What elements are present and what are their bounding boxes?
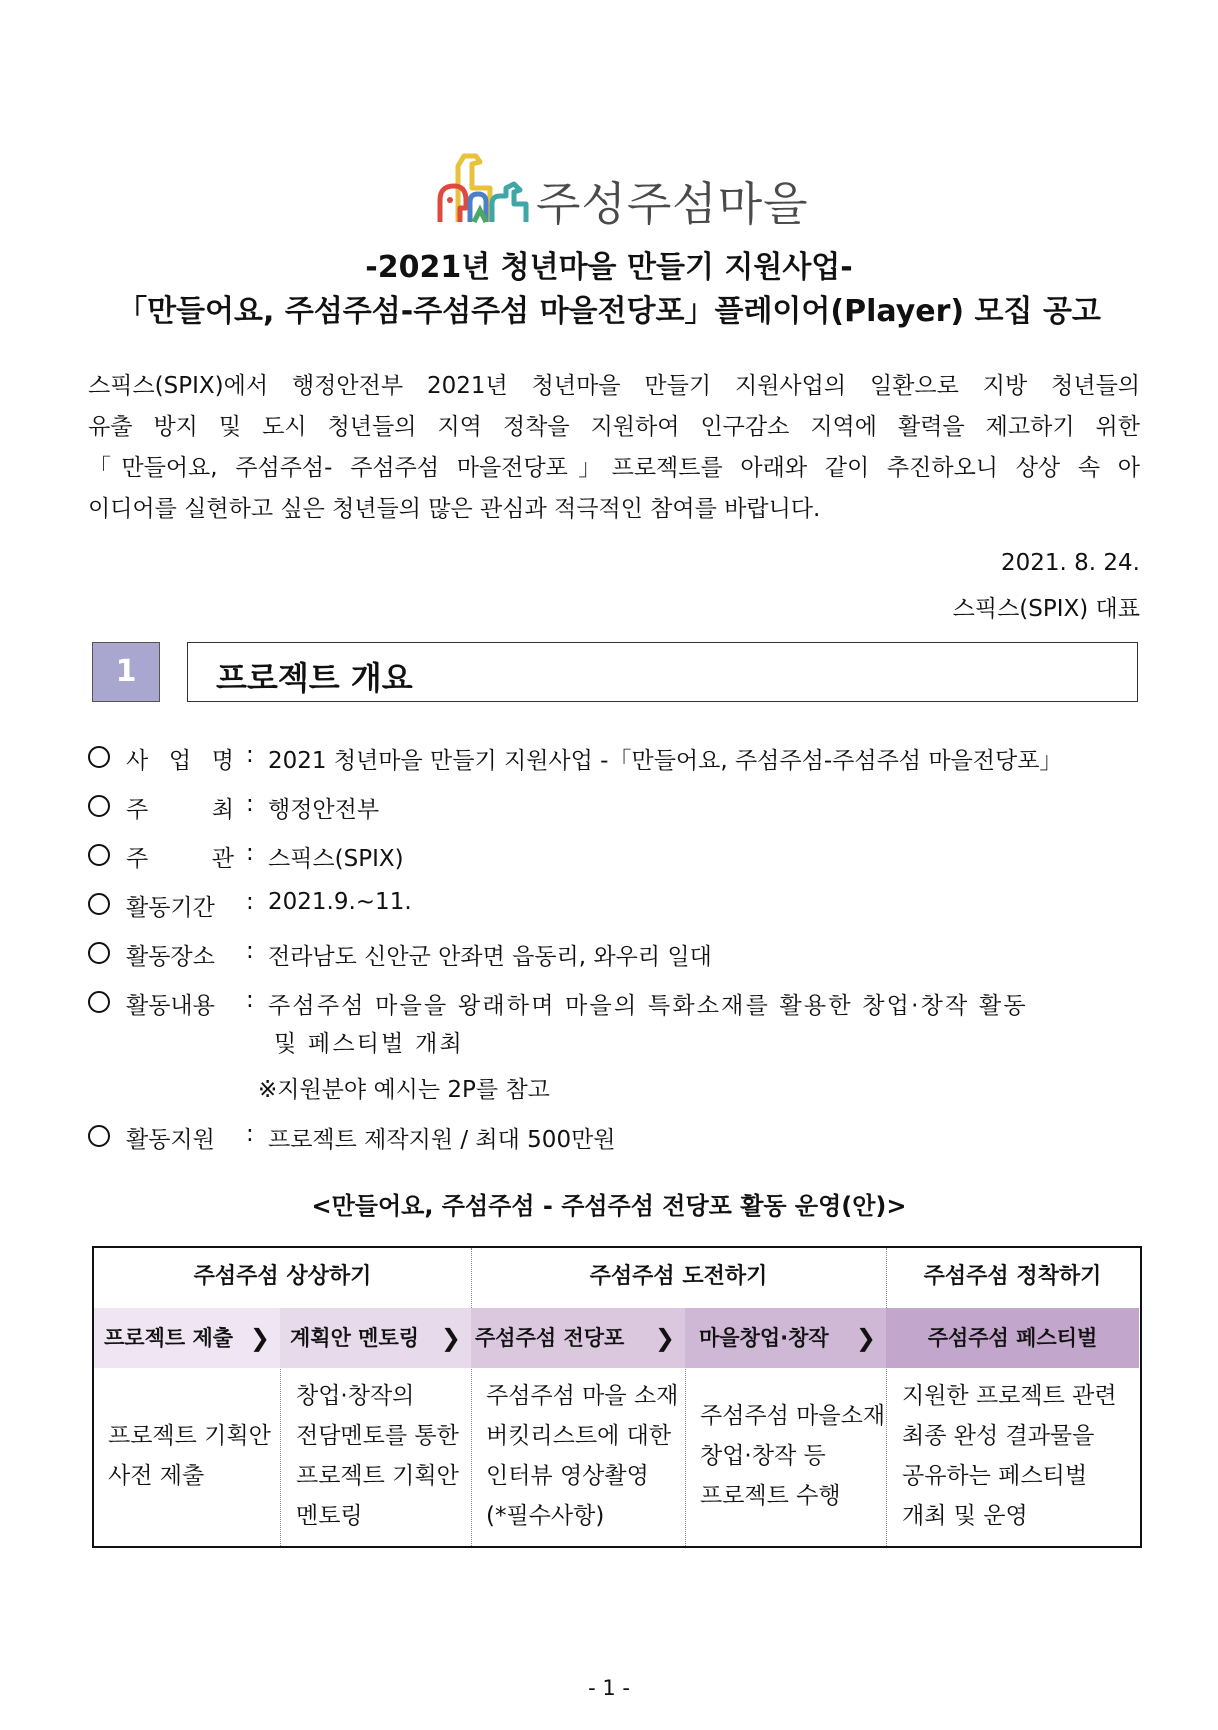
desc-line: 버킷리스트에 대한 bbox=[486, 1423, 672, 1449]
stage-pawnshop bbox=[471, 1308, 685, 1368]
item-colon: : bbox=[246, 1121, 254, 1147]
stage-description bbox=[700, 1396, 885, 1516]
stage-description bbox=[902, 1376, 1117, 1536]
signature: 스픽스(SPIX) 대표 bbox=[952, 596, 1140, 622]
item-colon: : bbox=[246, 742, 254, 768]
intro-line: 스픽스(SPIX)에서 행정안전부 2021년 청년마을 만들기 지원사업의 일환으로 지방 청년들의 bbox=[88, 373, 1140, 399]
stage-label: 주섬주섬 전당포 bbox=[475, 1326, 625, 1350]
phase-divider bbox=[886, 1248, 887, 1546]
stage-label: 계획안 멘토링 bbox=[290, 1326, 420, 1350]
operation-table bbox=[92, 1246, 1142, 1548]
circle-bullet-icon bbox=[88, 991, 110, 1013]
section-number: 1 bbox=[92, 642, 160, 702]
chevron-right-icon: ❯ bbox=[440, 1324, 461, 1352]
desc-line: 공유하는 페스티벌 bbox=[902, 1463, 1088, 1489]
overview-list bbox=[88, 738, 1138, 1166]
item-colon: : bbox=[246, 889, 254, 915]
section-title: 프로젝트 개요 bbox=[216, 659, 413, 697]
circle-bullet-icon bbox=[88, 844, 110, 866]
list-item bbox=[88, 738, 1138, 787]
circle-bullet-icon bbox=[88, 746, 110, 768]
village-logo bbox=[436, 144, 809, 231]
item-note: ※지원분야 예시는 2P를 참고 bbox=[258, 1077, 550, 1103]
chevron-right-icon: ❯ bbox=[855, 1324, 876, 1352]
village-animals-icon bbox=[436, 144, 536, 230]
phase-challenge: 주섬주섬 도전하기 bbox=[589, 1264, 768, 1289]
stage-festival bbox=[886, 1308, 1139, 1368]
list-item bbox=[88, 885, 1138, 934]
list-item-continuation bbox=[88, 1025, 1138, 1071]
item-colon: : bbox=[246, 840, 254, 866]
item-value: 행정안전부 bbox=[268, 797, 380, 823]
intro-line: 「만들어요, 주섬주섬- 주섬주섬 마을전당포」프로젝트를 아래와 같이 추진하오니 상상 속 아 bbox=[88, 455, 1140, 481]
circle-bullet-icon bbox=[88, 1125, 110, 1147]
stage-label: 마을창업·창작 bbox=[699, 1326, 829, 1350]
desc-line: 프로젝트 수행 bbox=[700, 1483, 841, 1509]
circle-bullet-icon bbox=[88, 795, 110, 817]
stage-description bbox=[108, 1416, 271, 1496]
chevron-right-icon: ❯ bbox=[249, 1324, 270, 1352]
page-number: - 1 - bbox=[588, 1676, 630, 1700]
item-value: 주섬주섬 마을을 왕래하며 마을의 특화소재를 활용한 창업·창작 활동 bbox=[268, 993, 1028, 1019]
item-label: 활동기간 bbox=[126, 895, 215, 921]
item-value: 프로젝트 제작지원 / 최대 500만원 bbox=[268, 1127, 616, 1153]
list-item bbox=[88, 836, 1138, 885]
desc-line: 최종 완성 결과물을 bbox=[902, 1423, 1095, 1449]
desc-line: (*필수사항) bbox=[486, 1503, 605, 1529]
list-item bbox=[88, 1117, 1138, 1166]
desc-line: 지원한 프로젝트 관련 bbox=[902, 1383, 1117, 1409]
item-value-continuation: 및 페스티벌 개최 bbox=[274, 1031, 464, 1057]
item-label: 주 관 bbox=[126, 846, 234, 872]
stage-description bbox=[296, 1376, 459, 1536]
circle-bullet-icon bbox=[88, 893, 110, 915]
desc-line: 창업·창작의 bbox=[296, 1383, 415, 1409]
desc-line: 인터뷰 영상촬영 bbox=[486, 1463, 649, 1489]
intro-line: 유출 방지 및 도시 청년들의 지역 정착을 지원하여 인구감소 지역에 활력을 제고하기 위한 bbox=[88, 414, 1140, 440]
stage-label: 프로젝트 제출 bbox=[104, 1326, 234, 1350]
item-value: 스픽스(SPIX) bbox=[268, 846, 404, 872]
item-value: 전라남도 신안군 안좌면 읍동리, 와우리 일대 bbox=[268, 944, 712, 970]
desc-line: 프로젝트 기획안 bbox=[296, 1463, 459, 1489]
item-value: 2021.9.~11. bbox=[268, 889, 412, 915]
intro-paragraph bbox=[88, 366, 1140, 530]
circle-bullet-icon bbox=[88, 942, 110, 964]
section-header bbox=[187, 642, 1138, 702]
item-colon: : bbox=[246, 791, 254, 817]
phase-divider bbox=[471, 1248, 472, 1546]
desc-line: 주섬주섬 마을소재 bbox=[700, 1403, 886, 1429]
item-value: 2021 청년마을 만들기 지원사업 -「만들어요, 주섬주섬-주섬주섬 마을전당포」 bbox=[268, 748, 1063, 774]
item-label: 활동장소 bbox=[126, 944, 215, 970]
stage-description bbox=[486, 1376, 678, 1536]
logo-text: 주성주섬마을 bbox=[536, 177, 809, 231]
item-colon: : bbox=[246, 938, 254, 964]
desc-line: 전담멘토를 통한 bbox=[296, 1423, 459, 1449]
desc-line: 개최 및 운영 bbox=[902, 1503, 1028, 1529]
stage-mentoring bbox=[280, 1308, 471, 1368]
list-item bbox=[88, 934, 1138, 983]
stage-label: 주섬주섬 페스티벌 bbox=[927, 1326, 1098, 1350]
item-colon: : bbox=[246, 987, 254, 1013]
item-label: 활동내용 bbox=[126, 993, 215, 1019]
phase-imagine: 주섬주섬 상상하기 bbox=[193, 1264, 372, 1289]
phase-settle: 주섬주섬 정착하기 bbox=[923, 1264, 1102, 1289]
announcement-date: 2021. 8. 24. bbox=[1001, 550, 1140, 576]
announcement-subtitle: -2021년 청년마을 만들기 지원사업- bbox=[365, 250, 853, 285]
stage-project-submit bbox=[94, 1308, 280, 1368]
desc-line: 주섬주섬 마을 소재 bbox=[486, 1383, 679, 1409]
intro-line: 이디어를 실현하고 싶은 청년들의 많은 관심과 적극적인 참여를 바랍니다. bbox=[88, 496, 821, 522]
list-item bbox=[88, 787, 1138, 836]
desc-line: 프로젝트 기획안 bbox=[108, 1423, 271, 1449]
operation-title: <만들어요, 주섬주섬 - 주섬주섬 전당포 활동 운영(안)> bbox=[311, 1192, 907, 1220]
item-label: 활동지원 bbox=[126, 1127, 215, 1153]
list-item-note bbox=[88, 1071, 1138, 1117]
list-item bbox=[88, 983, 1138, 1025]
item-label: 주 최 bbox=[126, 797, 234, 823]
stage-startup bbox=[685, 1308, 886, 1368]
desc-line: 멘토링 bbox=[296, 1503, 363, 1529]
chevron-right-icon: ❯ bbox=[654, 1324, 675, 1352]
announcement-title: 「만들어요, 주섬주섬-주섬주섬 마을전당포」플레이어(Player) 모집 공고 bbox=[117, 294, 1101, 329]
desc-line: 창업·창작 등 bbox=[700, 1443, 826, 1469]
desc-line: 사전 제출 bbox=[108, 1463, 205, 1489]
item-label: 사 업 명 bbox=[126, 748, 234, 774]
